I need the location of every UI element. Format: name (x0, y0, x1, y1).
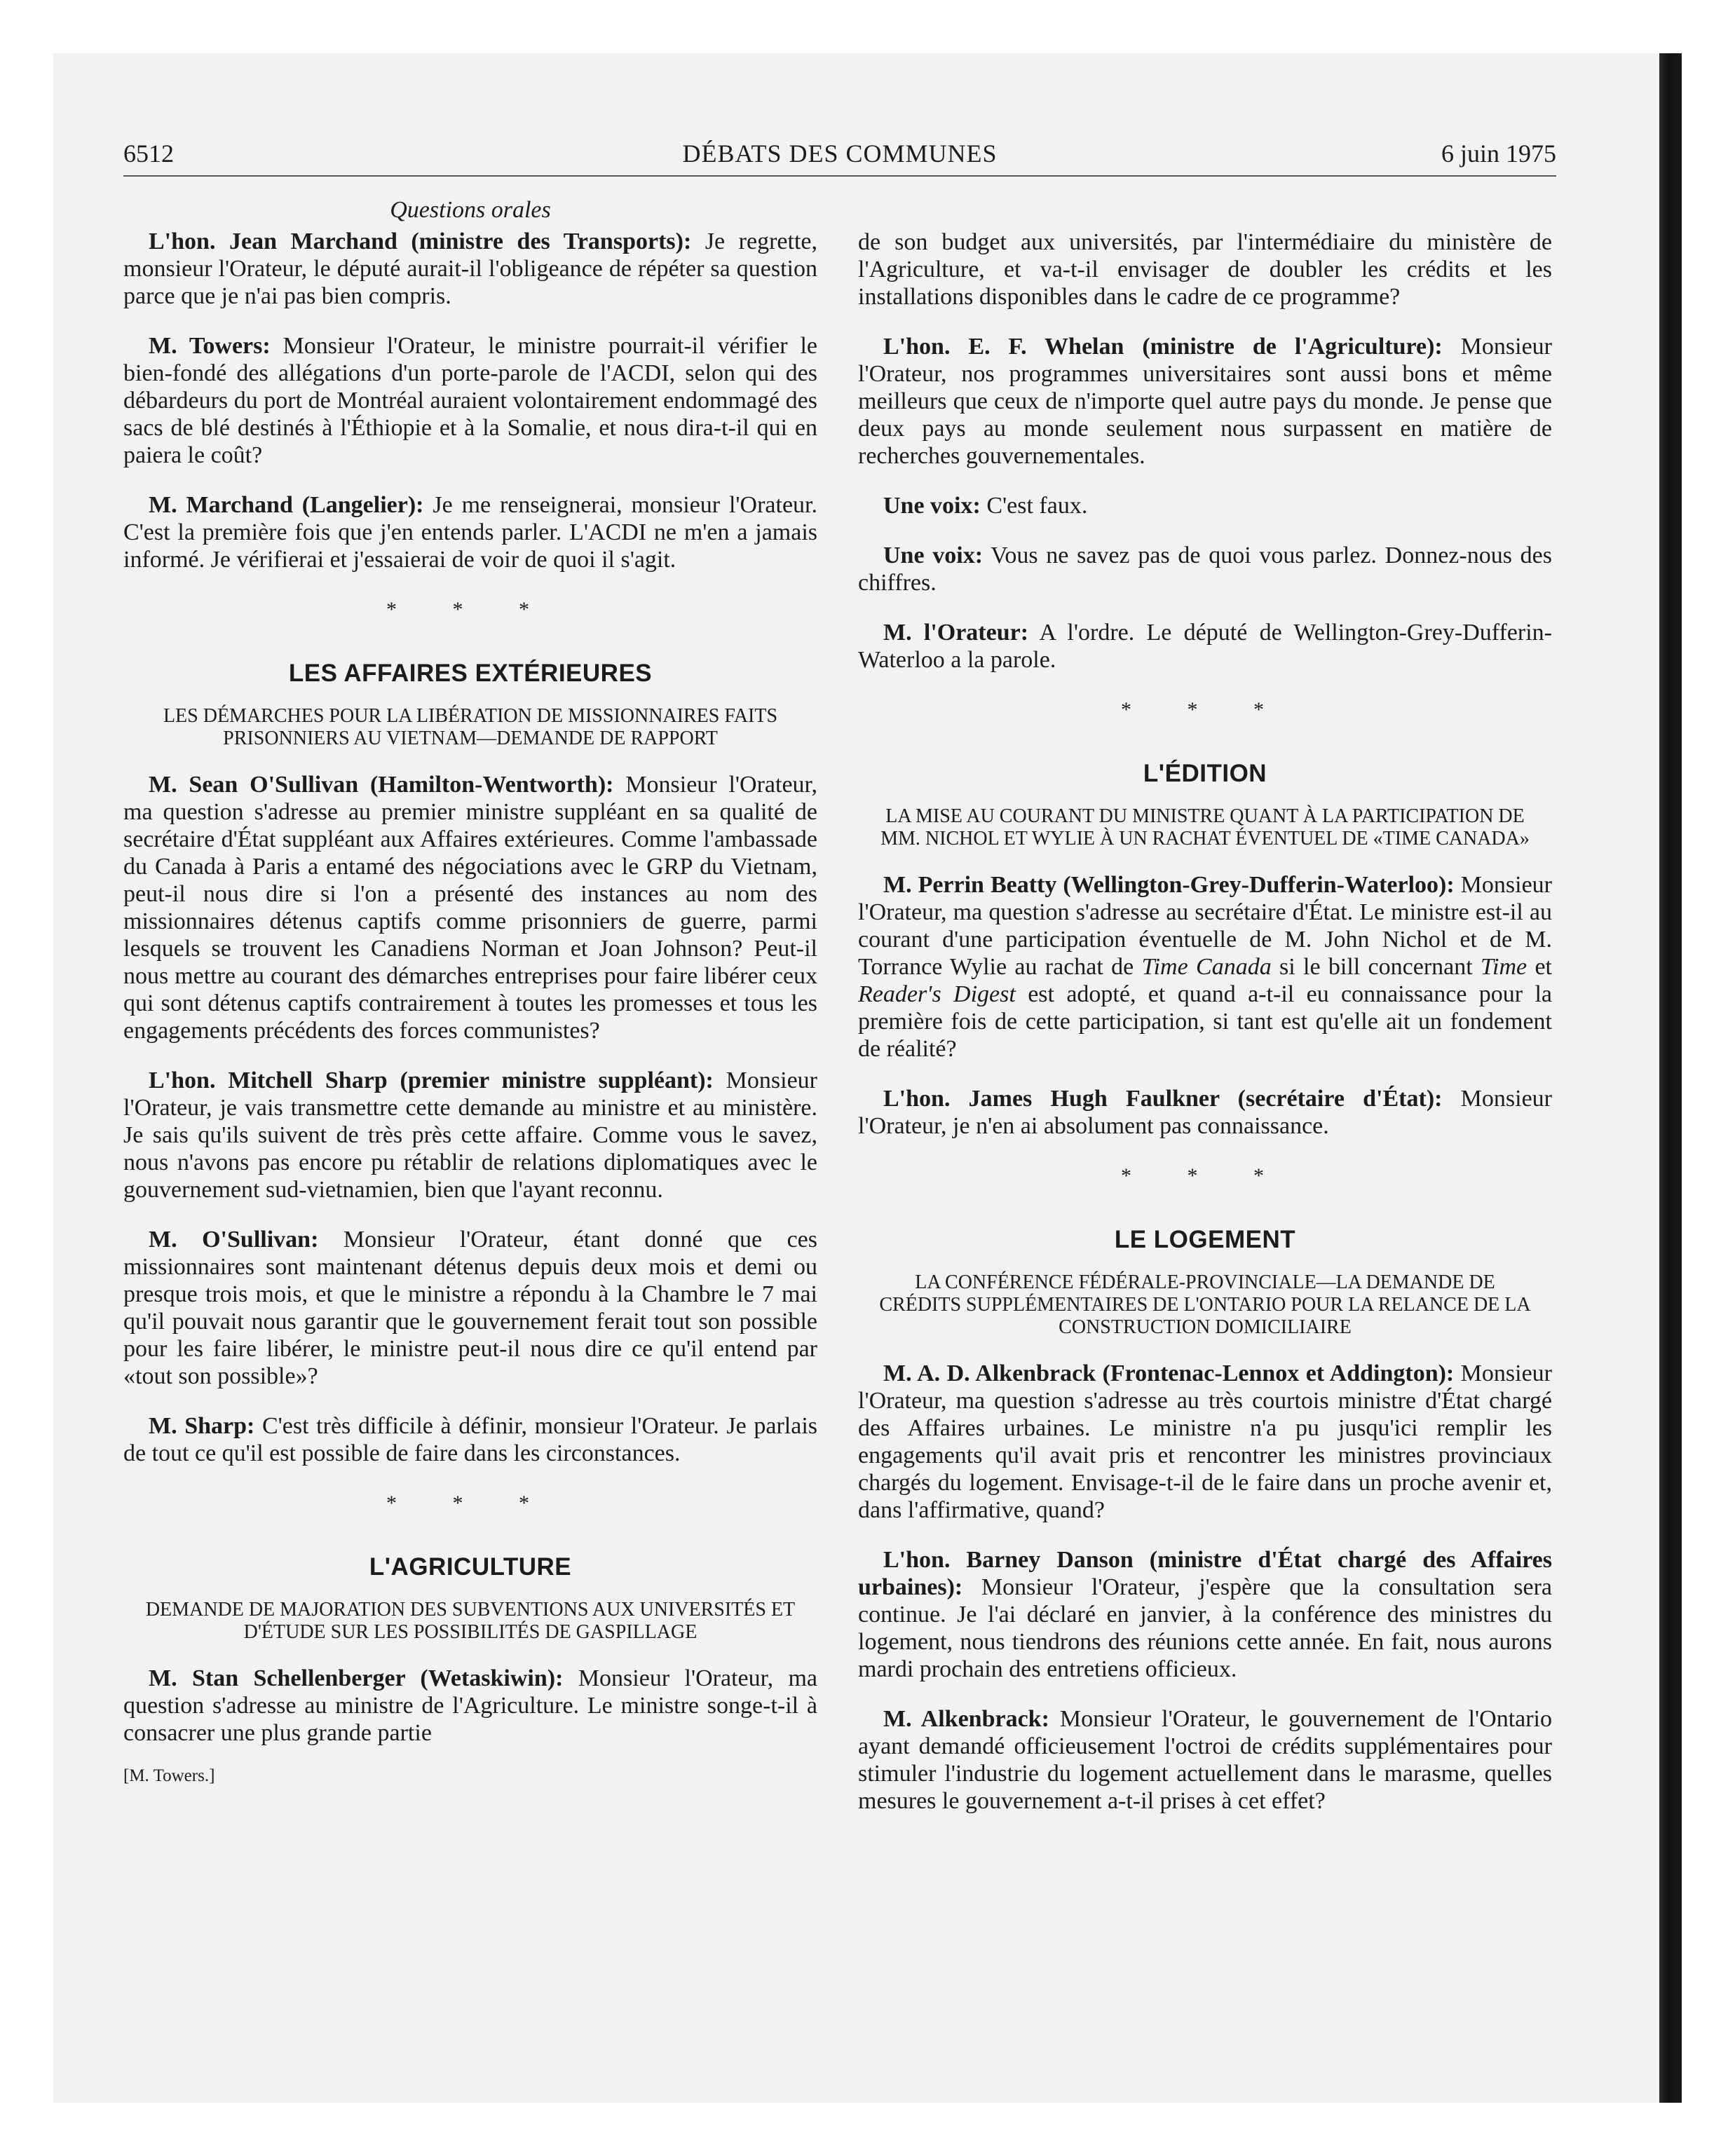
speaker-name: M. Marchand (Langelier): (149, 492, 424, 518)
speech (858, 1546, 1552, 1683)
right-column (858, 228, 1552, 1837)
speech-text: Monsieur l'Orateur, étant donné que ces missionnaires sont maintenant détenus depuis deux mois et demi ou presque trois mois, et que le ministre a répondu à la Chambre le 7 mai qu'il pouvait nous garantir que le gouvernement ferait tout son possible pour les faire libérer, le ministre peut-il nous dire ce qu'il entend par «tout son possible»? (123, 1227, 817, 1389)
publication-name-italic: Reader's Digest (858, 981, 1016, 1007)
publication-date: 6 juin 1975 (1441, 139, 1556, 168)
speech (858, 1705, 1552, 1815)
speech-text: Monsieur l'Orateur, le ministre pourrait-il vérifier le bien-fondé des allégations d'un porte-parole de l'ACDI, selon qui des débardeurs du port de Montréal auraient volontairement endommagé des sacs de blé destinés à l'Éthiopie et à la Somalie, et nous dira-t-il qui en paiera le coût? (123, 333, 817, 468)
subheading: LES DÉMARCHES POUR LA LIBÉRATION DE MISSIONNAIRES FAITS PRISONNIERS AU VIETNAM—DEMANDE DE RAPPORT (163, 705, 778, 749)
speaker-name: L'hon. Jean Marchand (ministre des Transports): (149, 228, 692, 254)
speech (123, 1067, 817, 1203)
speech-text: est adopté, et quand a-t-il eu connaissance pour la première fois de cette participation, si tant est qu'elle ait un fondement de réalité? (858, 981, 1553, 1062)
subheading: DEMANDE DE MAJORATION DES SUBVENTIONS AUX UNIVERSITÉS ET D'ÉTUDE SUR LES POSSIBILITÉS DE GASPILLAGE (145, 1599, 796, 1643)
rubric-heading: LES AFFAIRES EXTÉRIEURES (288, 660, 653, 687)
speech-text: C'est très difficile à définir, monsieur l'Orateur. Je parlais de tout ce qu'il est possible de faire dans les circonstances. (123, 1413, 817, 1466)
speech-text: Monsieur l'Orateur, ma question s'adresse au très courtois ministre d'État chargé des Affaires urbaines. Le ministre n'a pu jusqu'ici remplir les engagements qu'il avait pris et rencontrer les ministres provinciaux chargés du logement. Envisage-t-il de le faire dans un proche avenir et, dans l'affirmative, quand? (858, 1360, 1552, 1523)
section-separator: * * * (1121, 698, 1289, 721)
speech-text: et (1527, 954, 1553, 980)
publication-name-italic: Time (1481, 954, 1528, 980)
speech (123, 771, 817, 1044)
speech-text: de son budget aux universités, par l'intermédiaire du ministère de l'Agriculture, et va-t-il envisager de doubler les crédits et les installations disponibles dans le cadre de ce programme? (858, 229, 1552, 310)
speech (858, 1360, 1552, 1524)
speaker-name: M. l'Orateur: (883, 620, 1029, 646)
speech (123, 332, 817, 469)
speech (123, 228, 817, 310)
speech (858, 871, 1552, 1063)
footer-reference: [M. Towers.] (123, 1766, 215, 1785)
page-header (123, 139, 1556, 177)
speech-text: Monsieur l'Orateur, ma question s'adresse au secrétaire d'État. Le ministre est-il au courant d'une participation éventuelle de M. John Nichol et de M. Torrance Wylie au rachat de (858, 872, 1553, 980)
section-separator: * * * (1121, 1164, 1289, 1187)
speaker-name: Une voix: (883, 493, 981, 519)
speech-text: Monsieur l'Orateur, je vais transmettre cette demande au ministre et au ministère. Je sais qu'ils suivent de très près cette affaire. Comme vous le savez, nous n'avons pas encore pu rétablir de relations diplomatiques avec le gouvernement sud-vietnamien, bien que l'ayant reconnu. (123, 1067, 817, 1203)
speaker-name: M. Sean O'Sullivan (Hamilton-Wentworth): (149, 772, 614, 798)
speech (123, 1226, 817, 1390)
rubric-heading: L'AGRICULTURE (369, 1553, 572, 1581)
rubric-heading: L'ÉDITION (1143, 760, 1267, 787)
scan-edge-shadow (1659, 53, 1682, 2103)
speech-text: Monsieur l'Orateur, le gouvernement de l'Ontario ayant demandé officieusement l'octroi de crédits supplémentaires pour stimuler l'industrie du logement actuellement dans le marasme, quelles mesures le gouvernement a-t-il prises à cet effet? (858, 1706, 1553, 1814)
speech-text: Monsieur l'Orateur, j'espère que la consultation sera continue. Je l'ai déclaré en janvier, à la conférence des ministres du logement, nous tiendrons des réunions cette année. En fait, nous aurons mardi prochain des entretiens officieux. (858, 1574, 1552, 1682)
subheading: LA CONFÉRENCE FÉDÉRALE-PROVINCIALE—LA DEMANDE DE CRÉDITS SUPPLÉMENTAIRES DE L'ONTARIO POUR LA RELANCE DE LA CONSTRUCTION DOMICILIAIRE (879, 1271, 1531, 1338)
speaker-name: M. Stan Schellenberger (Wetaskiwin): (149, 1665, 564, 1691)
speech-text: Monsieur l'Orateur, je n'en ai absolument pas connaissance. (858, 1086, 1552, 1139)
speech-text: Monsieur l'Orateur, ma question s'adresse au premier ministre suppléant en sa qualité de secrétaire d'État suppléant aux Affaires extérieures. Comme l'ambassade du Canada à Paris a entamé des négociations avec le GRP du Vietnam, peut-il nous dire si l'on a présenté des instances au nom des missionnaires détenus captifs comme prisonniers de guerre, parmi lesquels se trouvent les Canadiens Norman et Joan Johnson? Peut-il nous mettre au courant des démarches entreprises pour faire libérer ceux qui sont détenus captifs contrairement à toutes les promesses et tous les engagements précédents des forces communistes? (123, 772, 817, 1044)
speech-text: C'est faux. (980, 493, 1088, 519)
speech-text: Je me renseignerai, monsieur l'Orateur. C'est la première fois que j'en entends parler. L'ACDI ne m'en a jamais informé. Je vérifierai et j'essaierai de voir de quoi il s'agit. (123, 492, 817, 573)
speech (858, 1085, 1552, 1140)
section-separator: * * * (386, 598, 554, 621)
speech (858, 333, 1552, 470)
speech-text: Je regrette, monsieur l'Orateur, le député aurait-il l'obligeance de répéter sa question parce que je n'ai pas bien compris. (123, 228, 817, 309)
section-separator: * * * (386, 1492, 554, 1515)
speech (858, 542, 1552, 596)
speaker-name: Une voix: (883, 543, 984, 568)
speaker-name: L'hon. Barney Danson (ministre d'État chargé des Affaires urbaines): (858, 1547, 1552, 1600)
speaker-name: M. Alkenbrack: (883, 1706, 1049, 1732)
speaker-name: L'hon. Mitchell Sharp (premier ministre suppléant): (149, 1067, 714, 1093)
speech-text: Monsieur l'Orateur, nos programmes universitaires sont aussi bons et même meilleurs que ceux de n'importe quel autre pays du monde. Je pense que deux pays au monde seulement nous surpassent en matière de recherches gouvernementales. (858, 334, 1553, 469)
page-number: 6512 (123, 139, 174, 168)
speech-text: A l'ordre. Le député de Wellington-Grey-Dufferin-Waterloo a la parole. (858, 620, 1552, 673)
speaker-name: L'hon. E. F. Whelan (ministre de l'Agriculture): (883, 334, 1443, 360)
speech-continuation (858, 228, 1552, 311)
speech-text: Vous ne savez pas de quoi vous parlez. Donnez-nous des chiffres. (858, 543, 1552, 596)
section-label: Questions orales (390, 197, 551, 223)
speech (123, 1412, 817, 1467)
speaker-name: M. O'Sullivan: (149, 1227, 319, 1253)
rubric-heading: LE LOGEMENT (1114, 1226, 1296, 1253)
speaker-name: M. A. D. Alkenbrack (Frontenac-Lennox et Addington): (883, 1360, 1455, 1386)
speaker-name: M. Sharp: (149, 1413, 255, 1439)
speaker-name: L'hon. James Hugh Faulkner (secrétaire d'État): (883, 1086, 1443, 1112)
speech-text: Monsieur l'Orateur, ma question s'adresse au ministre de l'Agriculture. Le ministre songe-t-il à consacrer une plus grande partie (123, 1665, 817, 1746)
publication-name-italic: Time Canada (1141, 954, 1272, 980)
publication-title: DÉBATS DES COMMUNES (682, 139, 998, 168)
speaker-name: M. Perrin Beatty (Wellington-Grey-Dufferin-Waterloo): (883, 872, 1455, 898)
subheading: LA MISE AU COURANT DU MINISTRE QUANT À LA PARTICIPATION DE MM. NICHOL ET WYLIE À UN RACHAT ÉVENTUEL DE «TIME CANADA» (880, 805, 1530, 850)
speech (123, 1665, 817, 1747)
speech (858, 619, 1552, 674)
speech (858, 492, 1552, 519)
speaker-name: M. Towers: (149, 333, 271, 359)
left-column (123, 196, 817, 1789)
speech (123, 491, 817, 573)
speech-text: si le bill concernant (1271, 954, 1481, 980)
